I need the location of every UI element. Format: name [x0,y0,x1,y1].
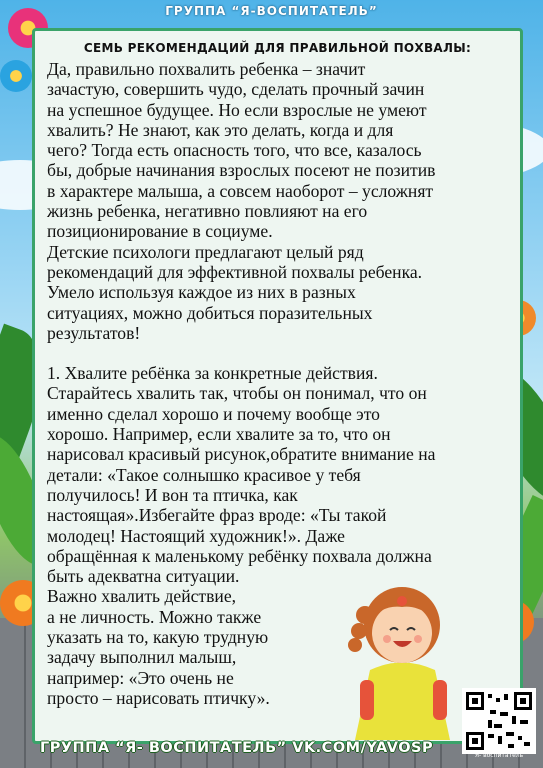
group-title: ГРУППА “Я-ВОСПИТАТЕЛЬ” [165,4,378,18]
blue-flower-icon [0,60,32,92]
paragraph-praise-action: Важно хвалить действие, а не личность. Можно также указать на то, какую трудную задачу выполнил малыш, например: «Это очень не просто – нарисовать птичку». [47,586,270,708]
qr-code-icon [464,690,534,752]
girl-illustration [345,575,460,745]
paragraph-rule-1: 1. Хвалите ребёнка за конкретные действия. Старайтесь хвалить так, чтобы он понимал, что он именно сделал хорошо и почему вообще это хорошо. Например, если хвалите за то, что он нарисовал красивый рисунок,обратите внимание на детали: «Такое солнышко красивое у тебя получилось! И вон та птичка, как настоящая».Избегайте фраз вроде: «Ты такой молодец! Настоящий художник!». Даже обращённая к маленькому ребёнку похвала должна быть адекватна ситуации. [47,363,436,587]
panel-title: СЕМЬ РЕКОМЕНДАЦИЙ ДЛЯ ПРАВИЛЬНОЙ ПОХВАЛЫ: [83,41,472,55]
paragraph-psychologists: Детские психологи предлагают целый ряд рекомендаций для эффективной похвалы ребенка. Умело используя каждое из них в разных ситуациях, можно добиться поразительных результатов! [47,241,423,343]
qr-label: “Я- воспитатель” [471,752,527,759]
footer-text: ГРУППА “Я- ВОСПИТАТЕЛЬ” VK.COM/YAVOSP [40,740,434,756]
qr-code[interactable] [462,688,536,754]
paragraph-intro: Да, правильно похвалить ребенка – значит зачастую, совершить чудо, сделать прочный зачин на успешное будущее. Но если взрослые не умеют хвалить? Не знают, как это делать, когда и для чего? Тогда есть опасность того, что все, казалось бы, добрые начинания взрослых посеют не позитив в характере малыша, а совсем наоборот – усложнят жизнь ребенка, негативно повлияют на его позиционирование в социуме. [47,59,436,242]
